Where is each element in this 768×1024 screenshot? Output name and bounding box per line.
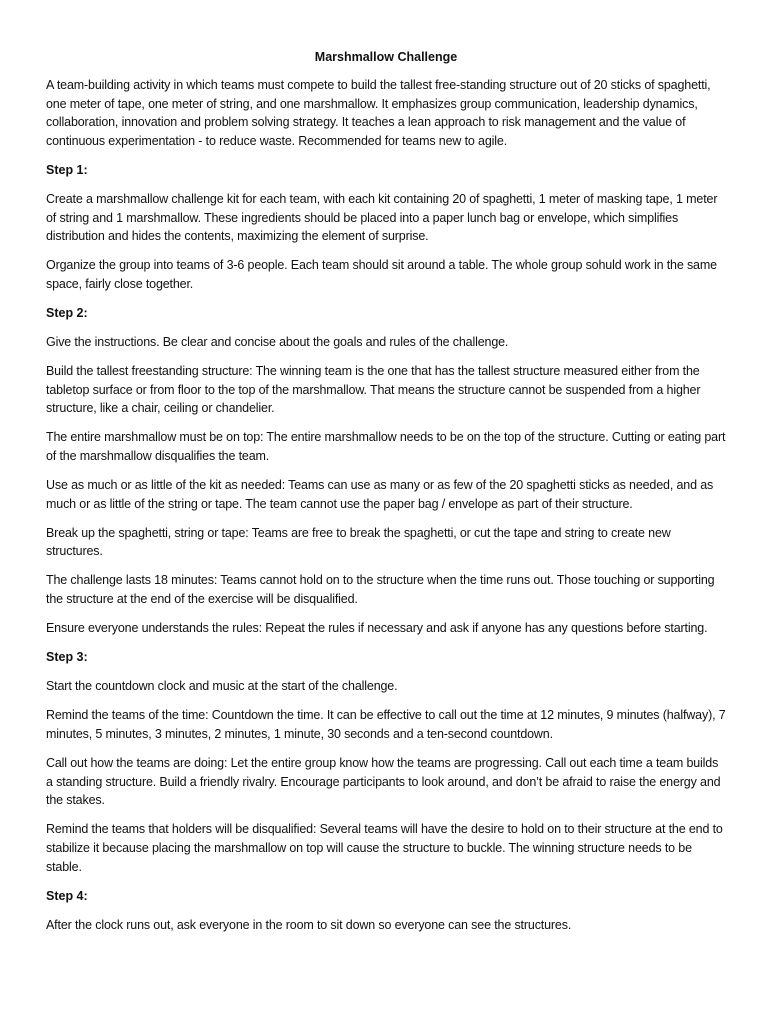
step-2-paragraph: Ensure everyone understands the rules: Repeat the rules if necessary and ask if anyone has any questions before starting. (46, 621, 708, 636)
step-3-paragraph: Remind the teams of the time: Countdown the time. It can be effective to call out the time at 12 minutes, 9 minutes (halfway), 7 minutes, 5 minutes, 3 minutes, 2 minutes, 1 minute, 30 seconds and a ten-second countdown. (46, 708, 726, 742)
step-4-paragraph: After the clock runs out, ask everyone in the room to sit down so everyone can see the structures. (46, 917, 572, 932)
step-2-paragraph: The challenge lasts 18 minutes: Teams cannot hold on to the structure when the time runs out. Those touching or supporting the structure at the end of the exercise will be disqualified. (46, 573, 715, 607)
document-page (46, 48, 726, 945)
step-2-heading: Step 2: (46, 305, 88, 320)
step-2-paragraph: Build the tallest freestanding structure: The winning team is the one that has the tallest structure measured either from the tabletop surface or from floor to the top of the marshmallow. That means the structure cannot be suspended from a higher structure, like a chair, ceiling or chandelier. (46, 364, 701, 416)
step-2-paragraph: Use as much or as little of the kit as needed: Teams can use as many or as few of the 20 spaghetti sticks as needed, and as much or as little of the string or tape. The team cannot use the paper bag / envelope as part of their structure. (46, 478, 714, 511)
step-1-paragraph: Create a marshmallow challenge kit for each team, with each kit containing 20 of spaghetti, 1 meter of masking tape, 1 meter of string and 1 marshmallow. These ingredients should be placed into a paper lunch bag or envelope, which simplifies distribution and hides the contents, maximizing the element of surprise. (46, 191, 718, 244)
step-2-paragraph: Give the instructions. Be clear and concise about the goals and rules of the challenge. (46, 335, 509, 350)
step-2-paragraph: The entire marshmallow must be on top: The entire marshmallow needs to be on the top of the structure. Cutting or eating part of the marshmallow disqualifies the team. (46, 430, 726, 463)
step-3-heading: Step 3: (46, 650, 88, 665)
intro-paragraph: A team-building activity in which teams must compete to build the tallest free-standing structure out of 20 sticks of spaghetti, one meter of tape, one meter of string, and one marshmallow. It emphasizes group communication, leadership dynamics, collaboration, innovation and problem solving strategy. It teaches a lean approach to risk management and the value of continuous experimentation - to reduce waste. Recommended for teams new to agile. (46, 78, 711, 148)
step-4-heading: Step 4: (46, 888, 88, 903)
document-title: Marshmallow Challenge (314, 50, 458, 64)
step-3-paragraph: Start the countdown clock and music at the start of the challenge. (46, 679, 398, 694)
step-2-paragraph: Break up the spaghetti, string or tape: Teams are free to break the spaghetti, or cut the tape and string to create new structures. (46, 525, 671, 559)
step-1-heading: Step 1: (46, 162, 88, 177)
step-1-paragraph: Organize the group into teams of 3-6 people. Each team should sit around a table. The whole group sohuld work in the same space, fairly close together. (46, 258, 717, 291)
step-3-paragraph: Call out how the teams are doing: Let the entire group know how the teams are progressing. Call out each time a team builds a standing structure. Build a friendly rivalry. Encourage participants to look around, and don’t be afraid to raise the energy and the stakes. (46, 756, 721, 808)
step-3-paragraph: Remind the teams that holders will be disqualified: Several teams will have the desire to hold on to their structure at the end to stabilize it because placing the marshmallow on top will cause the structure to buckle. The winning structure needs to be stable. (46, 822, 723, 874)
